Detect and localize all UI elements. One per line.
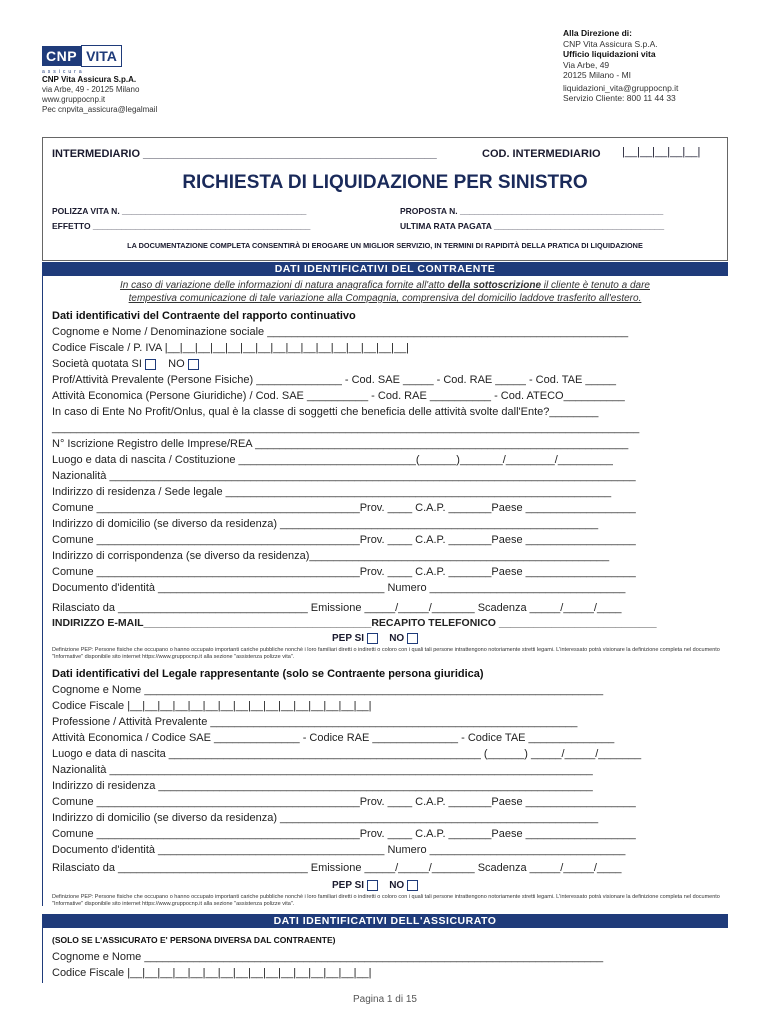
- legale-pep-no-label: NO: [389, 880, 405, 892]
- pep-si-label: PEP SI: [332, 633, 365, 645]
- documentation-notice: LA DOCUMENTAZIONE COMPLETA CONSENTIRÀ DI EROGARE UN MIGLIOR SERVIZIO, IN TERMINI DI RAPIDITÀ DELLA PRATICA DI LIQUIDAZIONE: [127, 241, 643, 250]
- ente-no-profit-field[interactable]: In caso di Ente No Profit/Onlus, qual è la classe di soggetti che beneficia delle attività svolte dall'Ente?________: [52, 406, 599, 418]
- pep-si-checkbox[interactable]: [367, 633, 378, 644]
- company-pec[interactable]: Pec cnpvita_assicura@legalmail: [42, 105, 158, 114]
- recipient-city: 20125 Milano - MI: [563, 70, 632, 80]
- polizza-field[interactable]: POLIZZA VITA N. _______________________________________: [52, 206, 307, 216]
- societa-quotata-no-label: NO: [168, 358, 185, 370]
- contraente-cf-field[interactable]: Codice Fiscale / P. IVA |__|__|__|__|__|__|__|__|__|__|__|__|__|__|__|__|: [52, 342, 410, 354]
- recipient-service: Servizio Cliente: 800 11 44 33: [563, 93, 676, 103]
- section-left-border: [42, 276, 43, 906]
- legale-residenza-field[interactable]: Indirizzo di residenza _______________________________________________________________________: [52, 780, 593, 792]
- contraente-subtitle: Dati identificativi del Contraente del rapporto continuativo: [52, 310, 356, 322]
- legale-nome-field[interactable]: Cognome e Nome ___________________________________________________________________________: [52, 684, 604, 696]
- assicurato-subtitle: (SOLO SE L'ASSICURATO E' PERSONA DIVERSA DAL CONTRAENTE): [52, 935, 336, 945]
- legale-comune-domicilio-field[interactable]: Comune ___________________________________________Prov. ____ C.A.P. _______Paese __________________: [52, 828, 636, 840]
- legale-pep-row: [332, 880, 418, 891]
- company-name: CNP Vita Assicura S.p.A.: [42, 75, 137, 84]
- variation-note-line1: In caso di variazione delle informazioni di natura anagrafica fornite all'atto della sottoscrizione il cliente è tenuto a dare: [120, 280, 650, 291]
- legale-pep-si-checkbox[interactable]: [367, 880, 378, 891]
- page-number: Pagina 1 di 15: [353, 994, 417, 1005]
- assicurato-nome-field[interactable]: Cognome e Nome ___________________________________________________________________________: [52, 951, 604, 963]
- societa-quotata-si-label: Società quotata SI: [52, 358, 142, 370]
- section-bar-assicurato: DATI IDENTIFICATIVI DELL'ASSICURATO: [42, 914, 728, 928]
- logo-cnp-text: CNP: [42, 46, 81, 66]
- assicurato-cf-field[interactable]: Codice Fiscale |__|__|__|__|__|__|__|__|__|__|__|__|__|__|__|__|: [52, 967, 372, 979]
- pep-no-checkbox[interactable]: [407, 633, 418, 644]
- societa-quotata-no-checkbox[interactable]: [188, 359, 199, 370]
- ente-no-profit-continuation[interactable]: ________________________________________________________________________________________________: [52, 422, 640, 434]
- email-telefono-field[interactable]: INDIRIZZO E-MAIL_______________________________________RECAPITO TELEFONICO ___________________________: [52, 617, 657, 629]
- domicilio-field[interactable]: Indirizzo di domicilio (se diverso da residenza) ____________________________________________________: [52, 518, 599, 530]
- residenza-field[interactable]: Indirizzo di residenza / Sede legale _______________________________________________________________: [52, 486, 612, 498]
- comune-domicilio-field[interactable]: Comune ___________________________________________Prov. ____ C.A.P. _______Paese __________________: [52, 534, 636, 546]
- legale-domicilio-field[interactable]: Indirizzo di domicilio (se diverso da residenza) ____________________________________________________: [52, 812, 599, 824]
- intermediario-field[interactable]: INTERMEDIARIO ________________________________________________: [52, 148, 437, 160]
- legale-pep-si-label: PEP SI: [332, 880, 365, 892]
- comune-residenza-field[interactable]: Comune ___________________________________________Prov. ____ C.A.P. _______Paese __________________: [52, 502, 636, 514]
- contraente-pep-row: [332, 633, 418, 644]
- corrispondenza-field[interactable]: Indirizzo di corrispondenza (se diverso da residenza)_________________________________________________: [52, 550, 610, 562]
- ultima-rata-field[interactable]: ULTIMA RATA PAGATA ____________________________________: [400, 221, 665, 231]
- attivita-economica-field[interactable]: Attività Economica (Persone Giuridiche) / Cod. SAE __________ - Cod. RAE __________ - Cod. ATECO__________: [52, 390, 625, 402]
- recipient-company: CNP Vita Assicura S.p.A.: [563, 38, 658, 49]
- logo-vita-text: VITA: [81, 45, 122, 67]
- rilasciato-da-field[interactable]: Rilasciato da _______________________________ Emissione _____/_____/_______ Scadenza _____/_____/____: [52, 602, 622, 614]
- company-web[interactable]: www.gruppocnp.it: [42, 95, 106, 104]
- company-address: via Arbe, 49 - 20125 Milano: [42, 85, 140, 94]
- recipient-street: Via Arbe, 49: [563, 59, 610, 70]
- legale-documento-field[interactable]: Documento d'identità _____________________________________ Numero ________________________________: [52, 844, 626, 856]
- legale-subtitle: Dati identificativi del Legale rappresentante (solo se Contraente persona giuridica): [52, 668, 484, 680]
- societa-quotata-row: [52, 358, 199, 370]
- variation-note-line2: tempestiva comunicazione di tale variazione alla Compagnia, comprensiva del domicilio laddove trasferito all'estero.: [128, 293, 642, 304]
- nazionalita-field[interactable]: Nazionalità ______________________________________________________________________________________: [52, 470, 636, 482]
- legale-cf-field[interactable]: Codice Fiscale |__|__|__|__|__|__|__|__|__|__|__|__|__|__|__|__|: [52, 700, 372, 712]
- recipient-title: Alla Direzione di:: [563, 28, 632, 38]
- recipient-block: [563, 28, 678, 104]
- contraente-nome-field[interactable]: Cognome e Nome / Denominazione sociale ___________________________________________________________: [52, 326, 629, 338]
- assicurato-left-border: [42, 928, 43, 983]
- legale-pep-definition: Definizione PEP: Persone fisiche che occupano o hanno occupato importanti cariche pubbliche nonchè i loro familiari diretti o indiretti o coloro con i quali tali persone intrattengono notoriamente stretti legami. L'interessato potrà visionare la definizione completa nel documento "Informative" disponibile sito internet https://www.gruppocnp.it alla sezione "assistenza polizze vita".: [52, 894, 720, 907]
- prof-attivita-field[interactable]: Prof/Attività Prevalente (Persone Fisiche) ______________ - Cod. SAE _____ - Cod. RAE _____ - Cod. TAE _____: [52, 374, 616, 386]
- legale-attivita-field[interactable]: Attività Economica / Codice SAE ______________ - Codice RAE ______________ - Codice TAE ______________: [52, 732, 615, 744]
- comune-corrispondenza-field[interactable]: Comune ___________________________________________Prov. ____ C.A.P. _______Paese __________________: [52, 566, 636, 578]
- cnp-vita-logo: [42, 45, 122, 75]
- registro-imprese-field[interactable]: N° Iscrizione Registro delle Imprese/REA _____________________________________________________________: [52, 438, 629, 450]
- pep-definition: Definizione PEP: Persone fisiche che occupano o hanno occupato importanti cariche pubbliche nonchè i loro familiari diretti o indiretti o coloro con i quali tali persone intrattengono notoriamente stretti legami. L'interessato potrà visionare la definizione completa nel documento "Informative" disponibile sito internet https://www.gruppocnp.it alla sezione "assistenza polizze vita".: [52, 647, 720, 660]
- legale-professione-field[interactable]: Professione / Attività Prevalente ____________________________________________________________: [52, 716, 578, 728]
- pep-no-label: NO: [389, 633, 405, 645]
- effetto-field[interactable]: EFFETTO ______________________________________________: [52, 221, 311, 231]
- page-title: RICHIESTA DI LIQUIDAZIONE PER SINISTRO: [182, 172, 588, 193]
- legale-nascita-field[interactable]: Luogo e data di nascita ___________________________________________________ (______) _____/_____/_______: [52, 748, 642, 760]
- recipient-email[interactable]: liquidazioni_vita@gruppocnp.it: [563, 82, 679, 93]
- cod-intermediario-boxes[interactable]: |__|__|__|__|__|: [622, 146, 701, 158]
- legale-rilasciato-field[interactable]: Rilasciato da _______________________________ Emissione _____/_____/_______ Scadenza _____/_____/____: [52, 862, 622, 874]
- legale-nazionalita-field[interactable]: Nazionalità _______________________________________________________________________________: [52, 764, 593, 776]
- legale-pep-no-checkbox[interactable]: [407, 880, 418, 891]
- societa-quotata-si-checkbox[interactable]: [145, 359, 156, 370]
- cod-intermediario-label: COD. INTERMEDIARIO: [482, 148, 601, 160]
- recipient-office: Ufficio liquidazioni vita: [563, 49, 656, 59]
- company-info: [42, 75, 157, 115]
- proposta-field[interactable]: PROPOSTA N. ___________________________________________: [400, 206, 664, 216]
- logo-subtitle: assicura: [42, 69, 85, 75]
- legale-comune-residenza-field[interactable]: Comune ___________________________________________Prov. ____ C.A.P. _______Paese __________________: [52, 796, 636, 808]
- documento-identita-field[interactable]: Documento d'identità _____________________________________ Numero ________________________________: [52, 582, 626, 594]
- section-bar-contraente: DATI IDENTIFICATIVI DEL CONTRAENTE: [42, 262, 728, 276]
- luogo-data-nascita-field[interactable]: Luogo e data di nascita / Costituzione _____________________________(______)_______/________/_________: [52, 454, 613, 466]
